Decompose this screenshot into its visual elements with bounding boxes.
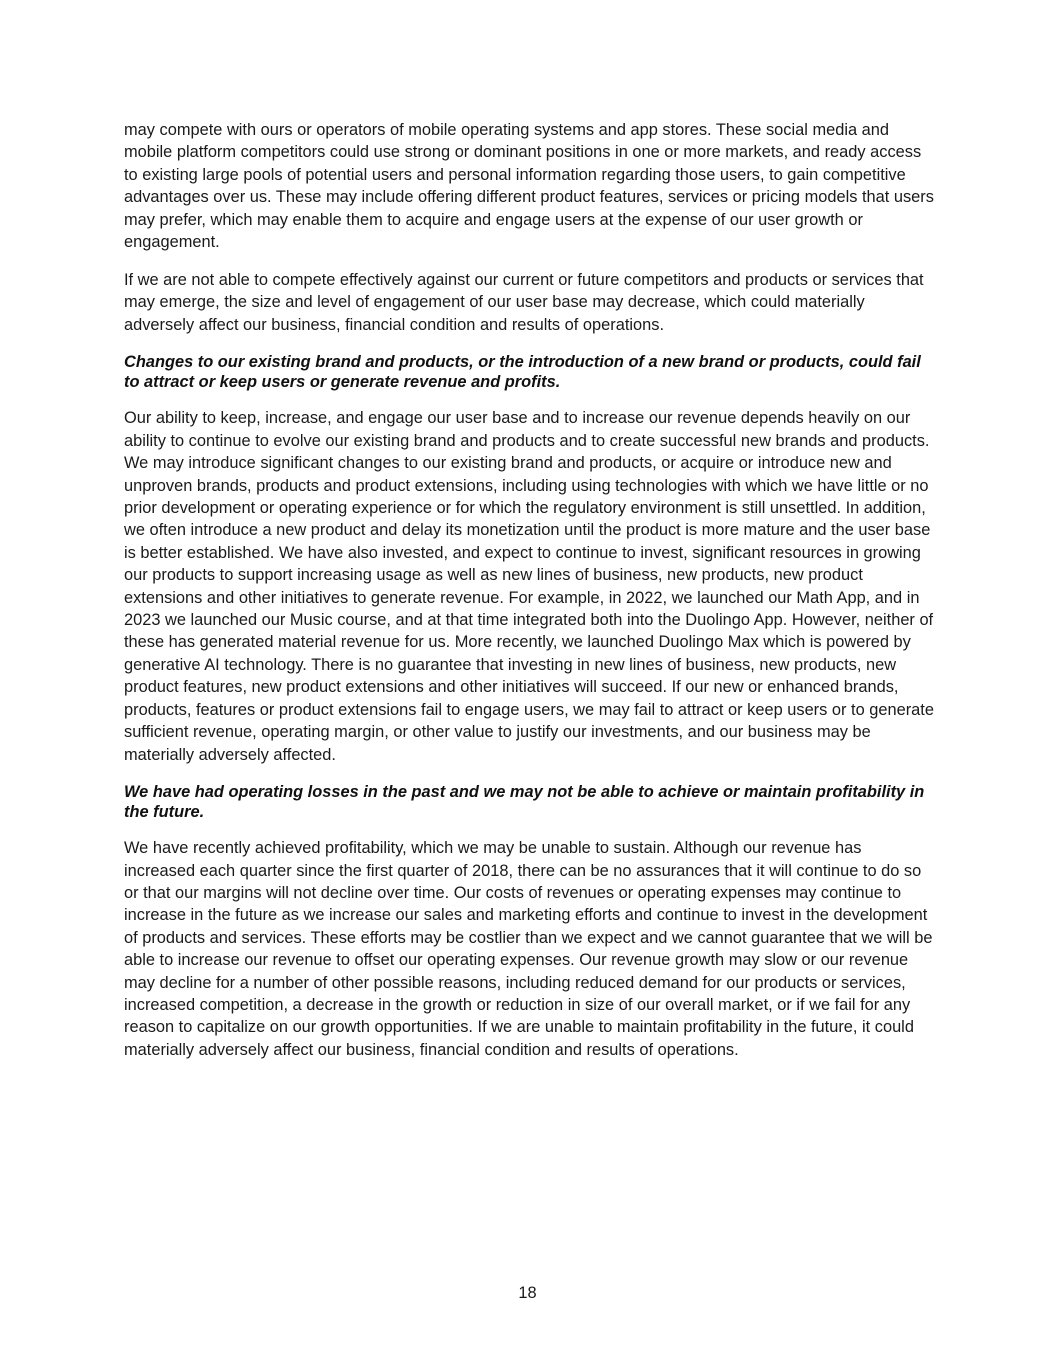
heading-operating-losses: We have had operating losses in the past and we may not be able to achieve or maintain profitability in the future. [124,782,925,822]
document-body [124,119,934,1077]
paragraph-profitability: We have recently achieved profitability, which we may be unable to sustain. Although our revenue has increased each quarter since the first quarter of 2018, there can be no assurances that it will continue to do so or that our margins will not decline over time. Our costs of revenues or operating expenses may continue to increase in the future as we increase our sales and marketing efforts and continue to invest in the development of products and services. These efforts may be costlier than we expect and we cannot guarantee that we will be able to increase our revenue to offset our operating expenses. Our revenue growth may slow or our revenue may decline for a number of other possible reasons, including reduced demand for our products or services, increased competition, a decrease in the growth or reduction in size of our overall market, or if we fail for any reason to capitalize on our growth opportunities. If we are unable to maintain profitability in the future, it could materially adversely affect our business, financial condition and results of operations. [124,839,933,1059]
paragraph-brand-products: Our ability to keep, increase, and engage our user base and to increase our revenue depends heavily on our ability to continue to evolve our existing brand and products and to create successful new brands and products. We may introduce significant changes to our existing brand and products, or acquire or introduce new and unproven brands, products and product extensions, including using technologies with which we have little or no prior development or operating experience or for which the regulatory environment is still unsettled. In addition, we often introduce a new product and delay its monetization until the product is more mature and the user base is better established. We have also invested, and expect to continue to invest, significant resources in growing our products to support increasing usage as well as new lines of business, new products, new product extensions and other initiatives to generate revenue. For example, in 2022, we launched our Math App, and in 2023 we launched our Music course, and at that time integrated both into the Duolingo App. However, neither of these has generated material revenue for us. More recently, we launched Duolingo Max which is powered by generative AI technology. There is no guarantee that investing in new lines of business, new products, new product features, new product extensions and other initiatives will succeed. If our new or enhanced brands, products, features or product extensions fail to engage users, we may fail to attract or keep users or to generate sufficient revenue, operating margin, or other value to justify our investments, and our business may be materially adversely affected. [124,409,934,764]
paragraph-competition-platforms: may compete with ours or operators of mobile operating systems and app stores. These social media and mobile platform competitors could use strong or dominant positions in one or more markets, and ready access to existing large pools of potential users and personal information regarding those users, to gain competitive advantages over us. These may include offering different product features, services or pricing models that users may prefer, which may enable them to acquire and engage users at the expense of our user growth or engagement. [124,121,934,252]
paragraph-compete-effectively: If we are not able to compete effectively against our current or future competitors and products or services that may emerge, the size and level of engagement of our user base may decrease, which could materially adversely affect our business, financial condition and results of operations. [124,271,924,334]
page-number: 18 [518,1284,537,1302]
heading-brand-changes: Changes to our existing brand and products, or the introduction of a new brand or products, could fail to attract or keep users or generate revenue and profits. [124,352,921,392]
